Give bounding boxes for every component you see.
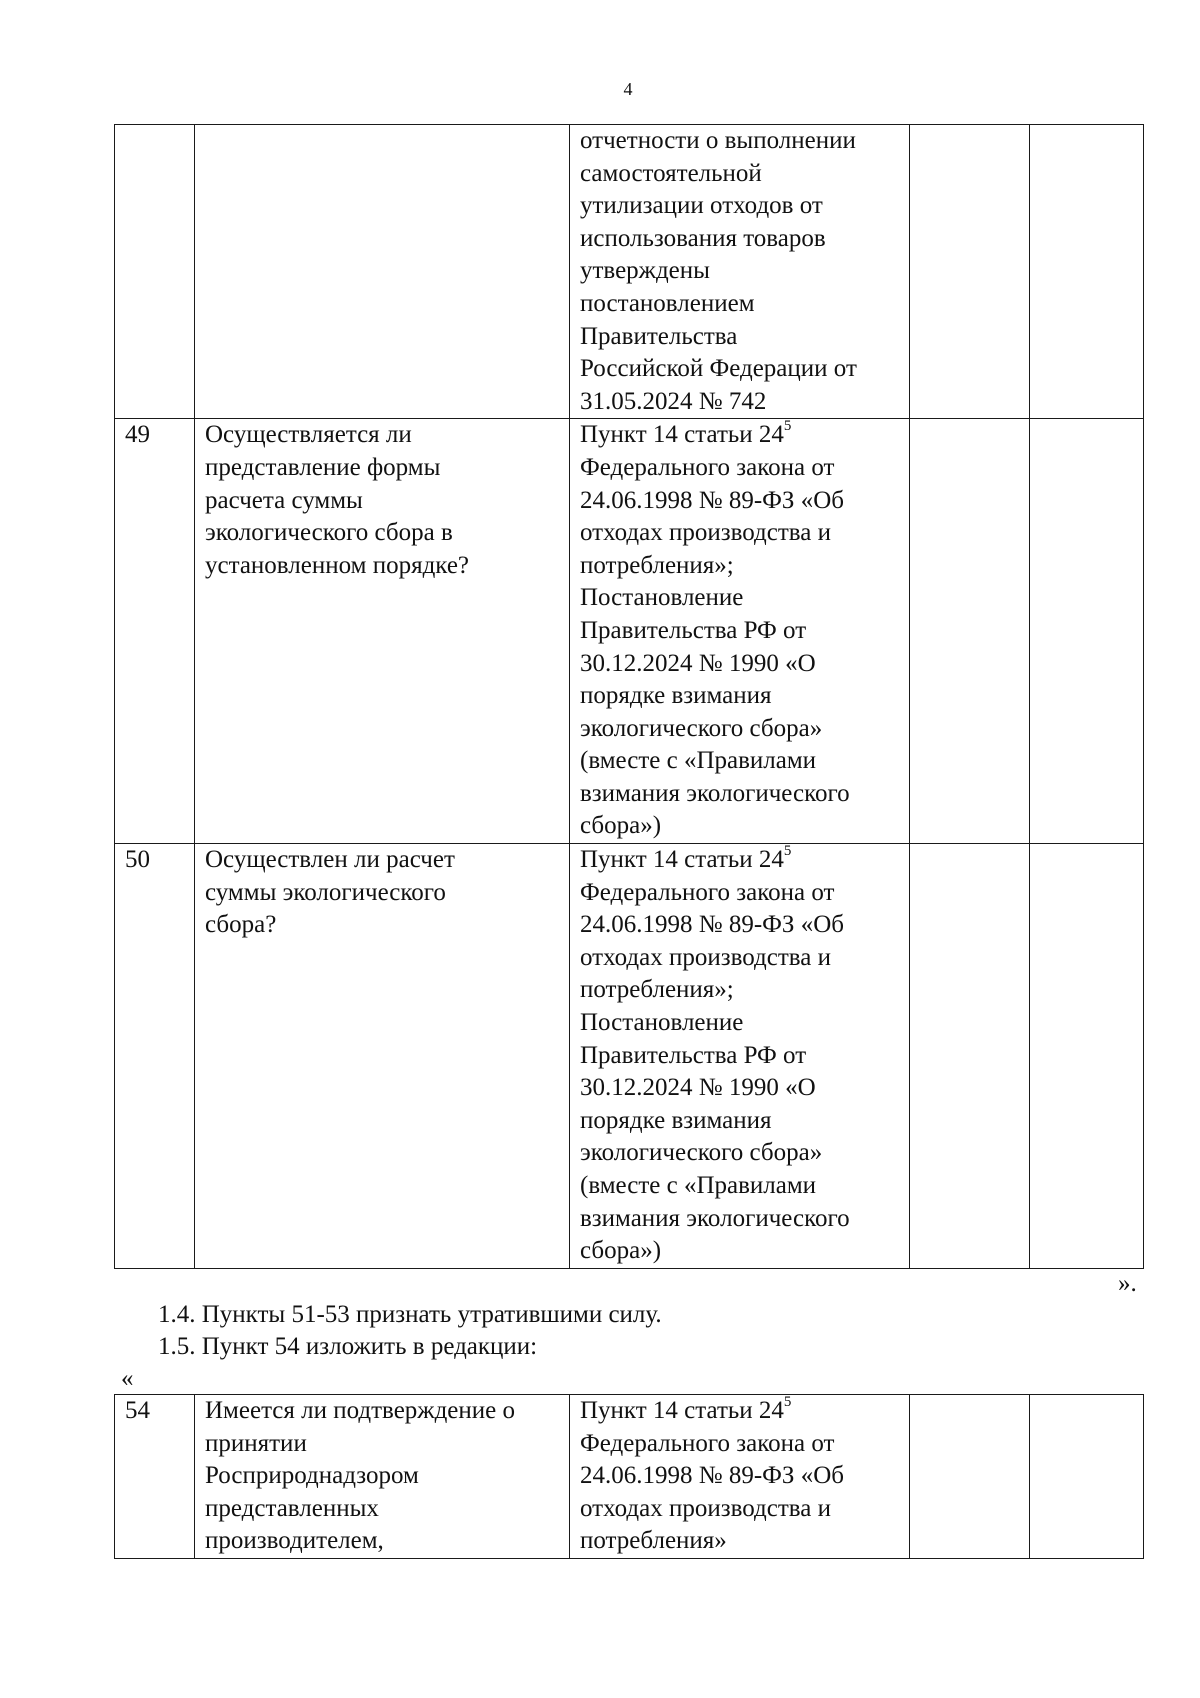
page-number: 4 [623, 79, 633, 99]
question-cell [195, 844, 570, 1269]
legal-reference-text: Правительства [580, 322, 738, 350]
legal-reference-text: утилизации отходов от [580, 192, 823, 220]
legal-reference-text: 24.06.1998 № 89-ФЗ «Об [580, 486, 844, 514]
legal-reference-line [580, 745, 901, 778]
question-text-line: сбора? [205, 911, 277, 939]
legal-reference-text: 30.12.2024 № 1990 «О [580, 1074, 816, 1102]
legal-reference-line [580, 582, 901, 615]
legal-reference-text: отходах производства и [580, 943, 831, 971]
closing-quote: ». [1118, 1270, 1137, 1297]
legal-reference-line [580, 1428, 901, 1461]
requirements-table [114, 124, 1144, 1269]
question-text-line: расчета суммы [205, 486, 363, 514]
legal-reference-line [580, 974, 901, 1007]
empty-cell [1030, 1395, 1144, 1559]
paragraph-1-5: 1.5. Пункт 54 изложить в редакции: [158, 1333, 538, 1360]
legal-reference-line [580, 1525, 901, 1558]
empty-cell [1030, 125, 1144, 419]
legal-reference-line [580, 909, 901, 942]
legal-reference-line [580, 1105, 901, 1138]
legal-reference-line [580, 288, 901, 321]
legal-reference-text: отходах производства и [580, 519, 831, 547]
legal-reference-text: постановлением [580, 289, 755, 317]
legal-reference-text: Правительства РФ от [580, 616, 807, 644]
legal-reference-text: Постановление [580, 1009, 744, 1037]
legal-reference-text: взимания экологического [580, 779, 850, 807]
question-text-line: суммы экологического [205, 878, 446, 906]
legal-reference-line [580, 223, 901, 256]
legal-reference-text: 31.05.2024 № 742 [580, 387, 767, 415]
legal-reference-text: отчетности о выполнении [580, 127, 856, 154]
legal-reference-text: взимания экологического [580, 1204, 850, 1232]
legal-reference-line [580, 255, 901, 288]
legal-reference-text: порядке взимания [580, 682, 772, 710]
empty-cell [910, 844, 1030, 1269]
article-superscript: 5 [783, 1393, 792, 1410]
opening-quote: « [121, 1365, 134, 1392]
legal-reference-line [580, 1040, 901, 1073]
legal-reference-line [580, 485, 901, 518]
legal-reference-line [580, 680, 901, 713]
legal-reference-text: потребления»; [580, 976, 734, 1004]
question-text-line: установленном порядке? [205, 551, 470, 579]
legal-reference-text: Федерального закона от [580, 878, 835, 906]
empty-cell [910, 125, 1030, 419]
article-superscript: 5 [783, 842, 792, 859]
legal-reference-cell [570, 1395, 910, 1559]
legal-reference-line [580, 778, 901, 811]
article-superscript: 5 [783, 418, 792, 435]
legal-reference-line [580, 844, 901, 877]
legal-reference-text: потребления»; [580, 551, 734, 579]
legal-reference-line [580, 1460, 901, 1493]
legal-reference-line [580, 1007, 901, 1040]
legal-reference-text: сбора») [580, 812, 662, 840]
legal-reference-line [580, 1170, 901, 1203]
legal-reference-text: порядке взимания [580, 1106, 772, 1134]
legal-reference-text: экологического сбора» [580, 1139, 823, 1167]
legal-reference-text: сбора») [580, 1237, 662, 1265]
legal-reference-line [580, 877, 901, 910]
legal-reference-line [580, 1137, 901, 1170]
table-row [115, 844, 1144, 1269]
legal-reference-text: потребления» [580, 1527, 727, 1555]
legal-reference-line [580, 158, 901, 191]
table-row [115, 125, 1144, 419]
legal-reference-line [580, 517, 901, 550]
legal-reference-text: Пункт 14 статьи 24 [580, 1397, 784, 1424]
row-number-cell: 49 [115, 419, 195, 844]
legal-reference-line [580, 190, 901, 223]
legal-reference-text: Пункт 14 статьи 24 [580, 846, 784, 874]
legal-reference-text: Правительства РФ от [580, 1041, 807, 1069]
question-cell [195, 419, 570, 844]
row-number-cell [115, 125, 195, 419]
question-text-line: Имеется ли подтверждение о [205, 1397, 515, 1424]
question-text-line: представленных [205, 1494, 379, 1522]
question-cell [195, 1395, 570, 1559]
legal-reference-line [580, 125, 901, 158]
table-row [115, 419, 1144, 844]
legal-reference-line [580, 713, 901, 746]
legal-reference-line [580, 550, 901, 583]
paragraph-1-4: 1.4. Пункты 51-53 признать утратившими силу. [158, 1301, 662, 1328]
legal-reference-line [580, 1235, 901, 1268]
question-text-line: производителем, [205, 1527, 384, 1555]
question-cell [195, 125, 570, 419]
legal-reference-line [580, 452, 901, 485]
question-text-line: представление формы [205, 453, 441, 481]
legal-reference-text: Федерального закона от [580, 453, 835, 481]
requirements-table-item-54 [114, 1394, 1144, 1559]
legal-reference-line [580, 321, 901, 354]
legal-reference-text: Российской Федерации от [580, 355, 857, 383]
legal-reference-text: Постановление [580, 584, 744, 612]
legal-reference-text: 24.06.1998 № 89-ФЗ «Об [580, 1462, 844, 1490]
legal-reference-line [580, 353, 901, 386]
legal-reference-text: (вместе с «Правилами [580, 1172, 817, 1199]
legal-reference-text: 30.12.2024 № 1990 «О [580, 649, 816, 677]
question-text-line: Росприроднадзором [205, 1462, 419, 1490]
legal-reference-text: утверждены [580, 257, 710, 285]
question-text-line: экологического сбора в [205, 519, 453, 547]
legal-reference-text: экологического сбора» [580, 714, 823, 742]
legal-reference-text: Федерального закона от [580, 1429, 835, 1457]
legal-reference-text: Пункт 14 статьи 24 [580, 421, 784, 449]
legal-reference-cell [570, 125, 910, 419]
legal-reference-text: отходах производства и [580, 1494, 831, 1522]
legal-reference-cell [570, 419, 910, 844]
question-text-line: принятии [205, 1429, 307, 1457]
legal-reference-line [580, 1395, 901, 1428]
legal-reference-line [580, 942, 901, 975]
empty-cell [910, 1395, 1030, 1559]
legal-reference-line [580, 386, 901, 419]
legal-reference-line [580, 810, 901, 843]
legal-reference-line [580, 419, 901, 452]
legal-reference-line [580, 1072, 901, 1105]
legal-reference-line [580, 648, 901, 681]
legal-reference-text: самостоятельной [580, 159, 762, 187]
empty-cell [1030, 419, 1144, 844]
row-number-cell: 54 [115, 1395, 195, 1559]
empty-cell [910, 419, 1030, 844]
question-text-line: Осуществляется ли [205, 421, 412, 449]
legal-reference-line [580, 1493, 901, 1526]
question-text-line: Осуществлен ли расчет [205, 846, 455, 874]
legal-reference-text: 24.06.1998 № 89-ФЗ «Об [580, 911, 844, 939]
legal-reference-text: (вместе с «Правилами [580, 747, 817, 775]
legal-reference-line [580, 1203, 901, 1236]
legal-reference-line [580, 615, 901, 648]
table-row [115, 1395, 1144, 1559]
row-number-cell: 50 [115, 844, 195, 1269]
legal-reference-text: использования товаров [580, 224, 826, 252]
empty-cell [1030, 844, 1144, 1269]
legal-reference-cell [570, 844, 910, 1269]
